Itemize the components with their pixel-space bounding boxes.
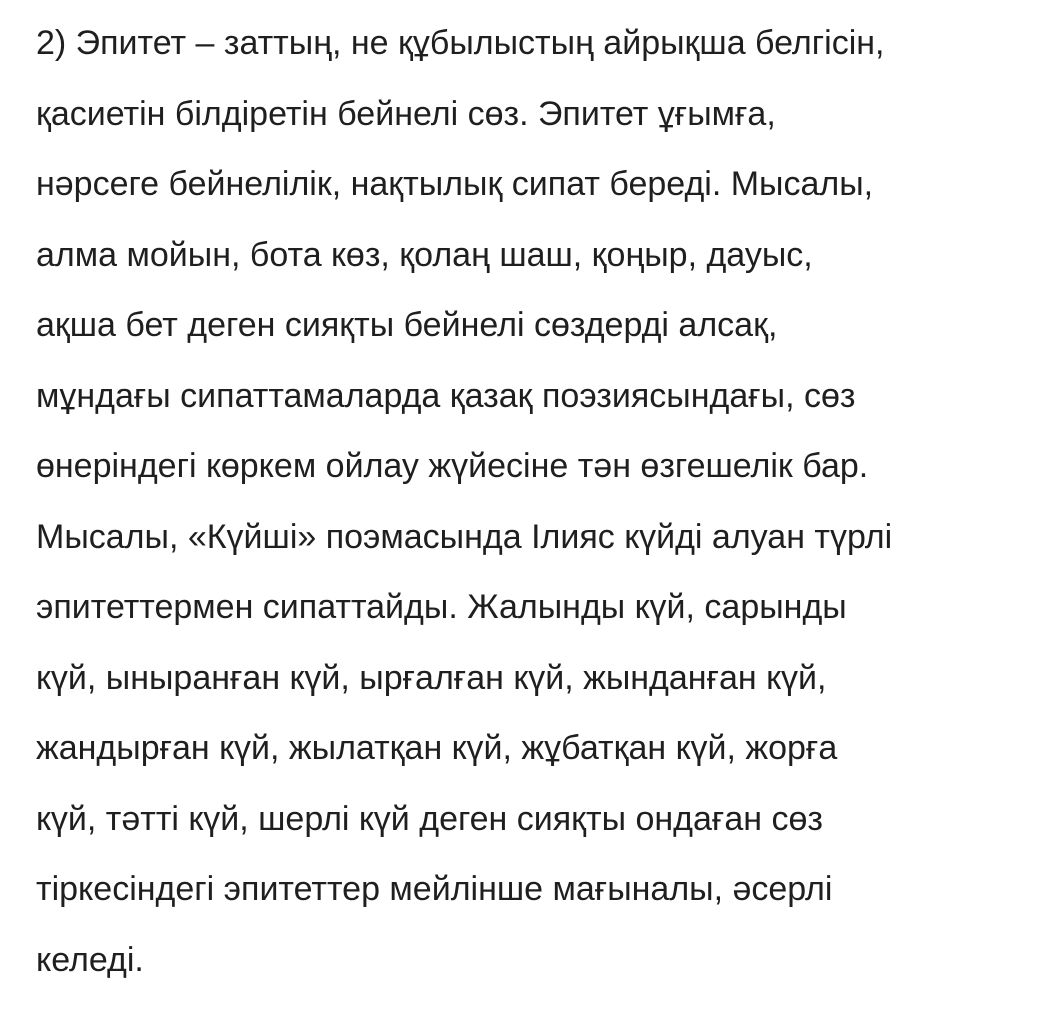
text-line: келеді. (36, 940, 144, 979)
text-line: жандырған күй, жылатқан күй, жұбатқан күй, жорға (36, 729, 838, 767)
text-line: нәрсеге бейнелілік, нақтылық сипат береді. Мысалы, (36, 165, 874, 203)
text-line: тіркесіндегі эпитеттер мейлінше мағыналы, әсерлі (36, 870, 833, 908)
text-line: қасиетін білдіретін бейнелі сөз. Эпитет ұғымға, (36, 94, 776, 133)
text-line: ақша бет деген сияқты бейнелі сөздерді алсақ, (36, 306, 778, 344)
text-line: мұндағы сипаттамаларда қазақ поэзиясындағы, сөз (36, 376, 856, 415)
text-line: Мысалы, «Күйші» поэмасында Ілияс күйді алуан түрлі (36, 517, 893, 556)
text-line: күй, тәтті күй, шерлі күй деген сияқты ондаған сөз (36, 799, 823, 838)
text-line: 2) Эпитет – заттың, не құбылыстың айрықша белгісін, (36, 24, 885, 62)
text-line: өнеріндегі көркем ойлау жүйесіне тән өзгешелік бар. (36, 447, 869, 485)
text-line: эпитеттермен сипаттайды. Жалынды күй, сарынды (36, 588, 847, 626)
text-line: күй, ыныранған күй, ырғалған күй, жынданған күй, (36, 658, 827, 697)
document-text (36, 0, 1036, 995)
text-line: алма мойын, бота көз, қолаң шаш, қоңыр, дауыс, (36, 235, 813, 274)
